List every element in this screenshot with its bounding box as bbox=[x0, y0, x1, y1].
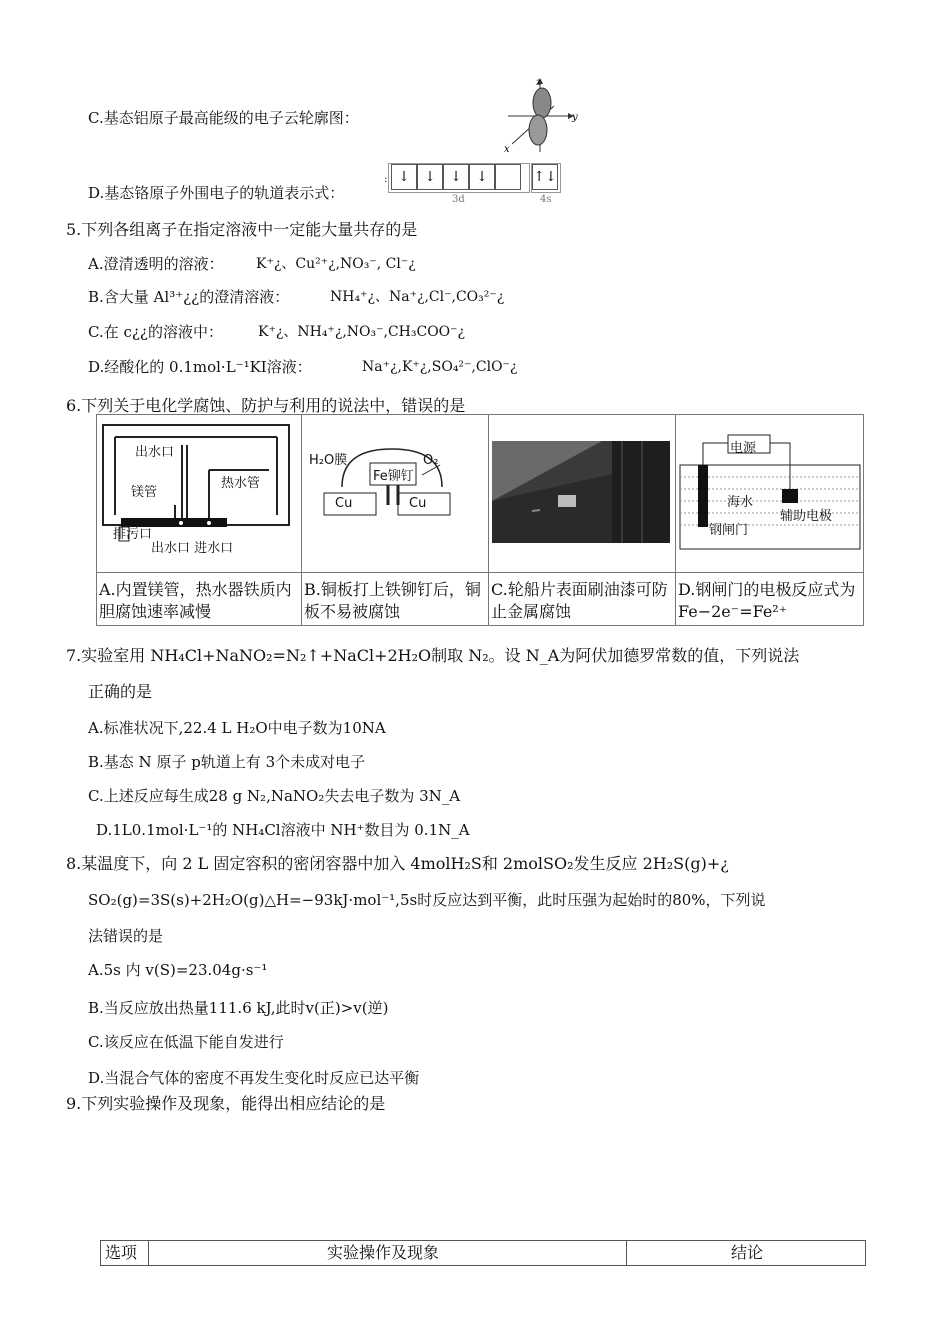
fig4-sea-label: 海水 bbox=[727, 495, 754, 510]
orbital-3d-1: ↓ bbox=[391, 164, 417, 190]
q7-stem-line2: 正确的是 bbox=[88, 682, 153, 701]
q5-option-d-ions: Na⁺¿,K⁺¿,SO₄²⁻,ClO⁻¿ bbox=[362, 359, 518, 375]
orbital-3d-5 bbox=[495, 164, 521, 190]
fig1-outlet-label: 出水口 bbox=[135, 445, 175, 460]
q9-header-conclusion: 结论 bbox=[731, 1243, 764, 1262]
q8-option-c: C.该反应在低温下能自发进行 bbox=[88, 1033, 284, 1051]
fig1-hot-label: 热水管 bbox=[221, 476, 261, 491]
fig2-o2-label: O₂ bbox=[423, 453, 439, 468]
fig1-drain-label: 排污口 bbox=[113, 527, 153, 542]
q9-header-option: 选项 bbox=[105, 1243, 138, 1262]
sluice-gate-figure bbox=[676, 415, 864, 572]
q6-option-d: D.钢闸门的电极反应式为 Fe−2e⁻=Fe²⁺ bbox=[678, 580, 856, 621]
q6-option-a: A.内置镁管，热水器铁质内胆腐蚀速率减慢 bbox=[99, 580, 292, 621]
axis-y-label: y bbox=[572, 112, 578, 123]
q6-stem: 6.下列关于电化学腐蚀、防护与利用的说法中，错误的是 bbox=[66, 396, 466, 415]
q5-stem: 5.下列各组离子在指定溶液中一定能大量共存的是 bbox=[66, 220, 418, 239]
axis-x-label: x bbox=[504, 144, 510, 155]
fig2-cu1-label: Cu bbox=[335, 496, 353, 511]
q4-option-d: D.基态铬原子外围电子的轨道表示式： bbox=[88, 184, 345, 202]
q5-option-b-ions: NH₄⁺¿、Na⁺¿,Cl⁻,CO₃²⁻¿ bbox=[330, 289, 505, 305]
q7-option-d: D.1L0.1mol·L⁻¹的 NH₄Cl溶液中 NH⁺数目为 0.1N_A bbox=[96, 821, 470, 839]
label-4s: 4s bbox=[540, 194, 552, 205]
q9-header-operation: 实验操作及现象 bbox=[327, 1243, 440, 1262]
q7-option-b: B.基态 N 原子 p轨道上有 3个未成对电子 bbox=[88, 753, 366, 771]
q8-option-b: B.当反应放出热量111.6 kJ,此时v(正)>v(逆) bbox=[88, 999, 389, 1017]
fig4-aux-label: 辅助电极 bbox=[780, 509, 833, 524]
q5-option-b: B.含大量 Al³⁺¿¿的澄清溶液： bbox=[88, 288, 290, 306]
q8-stem-line2: SO₂(g)=3S(s)+2H₂O(g)△H=−93kJ·mol⁻¹,5s时反应达到平衡，此时压强为起始时的80%，下列说 bbox=[88, 891, 766, 909]
q5-option-c-ions: K⁺¿、NH₄⁺¿,NO₃⁻,CH₃COO⁻¿ bbox=[258, 324, 466, 340]
fig1-bottom-label: 出水口 进水口 bbox=[151, 541, 234, 556]
orbital-3d-3: ↓ bbox=[443, 164, 469, 190]
q6-option-c: C.轮船片表面刷油漆可防止金属腐蚀 bbox=[491, 580, 668, 621]
q5-option-d: D.经酸化的 0.1mol·L⁻¹KI溶液： bbox=[88, 358, 312, 376]
q8-stem-line3: 法错误的是 bbox=[88, 927, 164, 945]
label-3d: 3d bbox=[452, 194, 465, 205]
q8-option-d: D.当混合气体的密度不再发生变化时反应已达平衡 bbox=[88, 1069, 420, 1087]
q5-option-a-ions: K⁺¿、Cu²⁺¿,NO₃⁻, Cl⁻¿ bbox=[256, 256, 416, 272]
fig2-film-label: H₂O膜 bbox=[309, 453, 348, 468]
q8-option-a: A.5s 内 v(S)=23.04g·s⁻¹ bbox=[88, 961, 268, 979]
fig4-gate-label: 钢闸门 bbox=[709, 523, 749, 538]
copper-rivet-figure bbox=[302, 415, 488, 572]
fig1-mg-label: 镁管 bbox=[131, 485, 158, 500]
q4-option-c: C.基态铝原子最高能级的电子云轮廓图： bbox=[88, 109, 359, 127]
q8-stem-line1: 8.某温度下，向 2 L 固定容积的密闭容器中加入 4molH₂S和 2molSO₂发生反应 2H₂S(g)+¿ bbox=[66, 854, 729, 873]
q7-option-c: C.上述反应每生成28 g N₂,NaNO₂失去电子数为 3N_A bbox=[88, 787, 461, 805]
ship-painting-photo bbox=[492, 441, 670, 543]
orbital-3d-4: ↓ bbox=[469, 164, 495, 190]
axis-z-label: z bbox=[536, 77, 542, 88]
q9-table-header bbox=[100, 1240, 866, 1266]
orbital-3d-2: ↓ bbox=[417, 164, 443, 190]
q7-stem-line1: 7.实验室用 NH₄Cl+NaNO₂=N₂↑+NaCl+2H₂O制取 N₂。设 N_A为阿伏加德罗常数的值，下列说法 bbox=[66, 646, 800, 665]
q6-figure-table bbox=[96, 414, 864, 626]
fig4-power-label: 电源 bbox=[730, 441, 757, 456]
colon-mark: : bbox=[384, 174, 388, 185]
q5-option-c: C.在 c¿¿的溶液中： bbox=[88, 323, 223, 341]
fig2-cu2-label: Cu bbox=[409, 496, 427, 511]
fig2-rivet-label: Fe铆钉 bbox=[373, 469, 414, 484]
q5-option-a: A.澄清透明的溶液： bbox=[88, 255, 224, 273]
q7-option-a: A.标准状况下,22.4 L H₂O中电子数为10NA bbox=[88, 719, 386, 737]
p-orbital-figure bbox=[498, 76, 582, 156]
orbital-4s: ↑↓ bbox=[532, 164, 558, 190]
q6-option-b: B.铜板打上铁铆钉后，铜板不易被腐蚀 bbox=[304, 580, 481, 621]
q9-stem: 9.下列实验操作及现象，能得出相应结论的是 bbox=[66, 1094, 386, 1113]
